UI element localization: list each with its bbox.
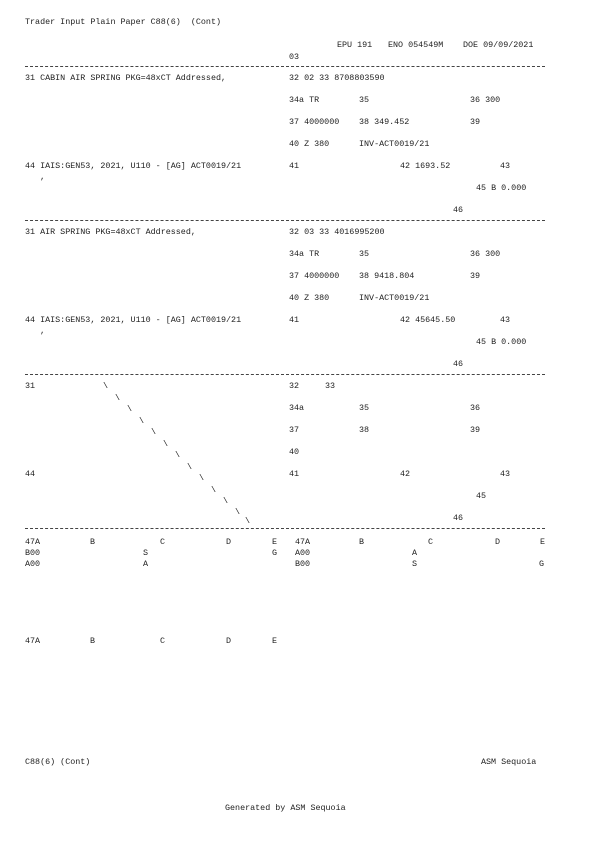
box-34a: 34a TR: [289, 249, 320, 259]
box-37: 37 4000000: [289, 271, 340, 281]
tax-header-e: E: [272, 636, 278, 646]
box-36: 36 300: [470, 95, 501, 105]
tax-header-47a: 47A: [25, 636, 41, 646]
strike-slash: \: [245, 516, 251, 526]
box-45: 45: [476, 491, 487, 501]
box-46: 46: [453, 205, 464, 215]
box-44: 44: [25, 469, 36, 479]
box-46: 46: [453, 513, 464, 523]
tax-header-c: C: [160, 636, 166, 646]
doe-field: DOE 09/09/2021: [463, 40, 534, 50]
tax-header-b: B: [359, 537, 365, 547]
box-34a: 34a TR: [289, 95, 320, 105]
tax-header-b: B: [90, 537, 96, 547]
generated-by: Generated by ASM Sequoia: [225, 803, 346, 813]
box-40: 40: [289, 447, 300, 457]
strike-slash: \: [211, 485, 217, 495]
box-40: 40 Z 380: [289, 293, 330, 303]
document-title: Trader Input Plain Paper C88(6) (Cont): [25, 17, 222, 27]
box-35: 35: [359, 249, 370, 259]
box-31: 31: [25, 381, 36, 391]
box-35: 35: [359, 403, 370, 413]
box-41: 41: [289, 315, 300, 325]
tax-header-e: E: [272, 537, 278, 547]
tax-header-d: D: [226, 636, 232, 646]
box-44: 44 IAIS:GEN53, 2021, U110 - [AG] ACT0019/21: [25, 315, 242, 325]
strike-slash: \: [151, 427, 157, 437]
box-37: 37 4000000: [289, 117, 340, 127]
tax-rate: A: [143, 559, 149, 569]
box-40-reference: INV-ACT0019/21: [359, 139, 430, 149]
box-35: 35: [359, 95, 370, 105]
box-41: 41: [289, 161, 300, 171]
tax-type: B00: [295, 559, 311, 569]
box-42: 42 1693.52: [400, 161, 451, 171]
strike-slash: \: [223, 496, 229, 506]
strike-slash: \: [199, 473, 205, 483]
commodity-code: 32 02 33 8708803590: [289, 73, 385, 83]
tax-header-c: C: [428, 537, 434, 547]
item-description: 31 AIR SPRING PKG=48xCT Addressed,: [25, 227, 196, 237]
footer-brand: ASM Sequoia: [481, 757, 537, 767]
box-45: 45 B 0.000: [476, 337, 527, 347]
box-38: 38 349.452: [359, 117, 410, 127]
eno-field: ENO 054549M: [388, 40, 444, 50]
tax-header-e: E: [540, 537, 546, 547]
box-38: 38: [359, 425, 370, 435]
tax-header-47a: 47A: [295, 537, 311, 547]
strike-slash: \: [103, 381, 109, 391]
strike-slash: \: [187, 462, 193, 472]
divider: [25, 374, 545, 375]
tax-rate: A: [412, 548, 418, 558]
strike-slash: \: [139, 416, 145, 426]
strike-slash: \: [127, 404, 133, 414]
tax-header-d: D: [495, 537, 501, 547]
tax-type: A00: [25, 559, 41, 569]
box-44-continuation: ,: [25, 172, 46, 182]
box-36: 36 300: [470, 249, 501, 259]
box-42: 42 45645.50: [400, 315, 456, 325]
box-41: 41: [289, 469, 300, 479]
box-46: 46: [453, 359, 464, 369]
commodity-code: 32 03 33 4016995200: [289, 227, 385, 237]
box-39: 39: [470, 425, 481, 435]
box-37: 37: [289, 425, 300, 435]
box-32: 32: [289, 381, 300, 391]
tax-header-47a: 47A: [25, 537, 41, 547]
tax-type: A00: [295, 548, 311, 558]
box-40: 40 Z 380: [289, 139, 330, 149]
box-38: 38 9418.804: [359, 271, 415, 281]
box-44: 44 IAIS:GEN53, 2021, U110 - [AG] ACT0019/21: [25, 161, 242, 171]
strike-slash: \: [115, 393, 121, 403]
box-45: 45 B 0.000: [476, 183, 527, 193]
divider: [25, 528, 545, 529]
box-42: 42: [400, 469, 411, 479]
tax-type: B00: [25, 548, 41, 558]
box-44-continuation: ,: [25, 326, 46, 336]
tax-header-d: D: [226, 537, 232, 547]
footer-form-label: C88(6) (Cont): [25, 757, 91, 767]
tax-rate: S: [412, 559, 418, 569]
box-39: 39: [470, 117, 481, 127]
strike-slash: \: [163, 439, 169, 449]
tax-mop: G: [272, 548, 278, 558]
box-33: 33: [325, 381, 336, 391]
box-39: 39: [470, 271, 481, 281]
box-34a: 34a: [289, 403, 305, 413]
box-40-reference: INV-ACT0019/21: [359, 293, 430, 303]
tax-header-b: B: [90, 636, 96, 646]
box-43: 43: [500, 469, 511, 479]
divider: [25, 66, 545, 67]
tax-mop: G: [539, 559, 545, 569]
strike-slash: \: [175, 450, 181, 460]
tax-rate: S: [143, 548, 149, 558]
item-description: 31 CABIN AIR SPRING PKG=48xCT Addressed,: [25, 73, 227, 83]
box-36: 36: [470, 403, 481, 413]
box-03: 03: [289, 52, 300, 62]
divider: [25, 220, 545, 221]
box-43: 43: [500, 315, 511, 325]
epu-field: EPU 191: [337, 40, 373, 50]
box-43: 43: [500, 161, 511, 171]
tax-header-c: C: [160, 537, 166, 547]
strike-slash: \: [235, 507, 241, 517]
